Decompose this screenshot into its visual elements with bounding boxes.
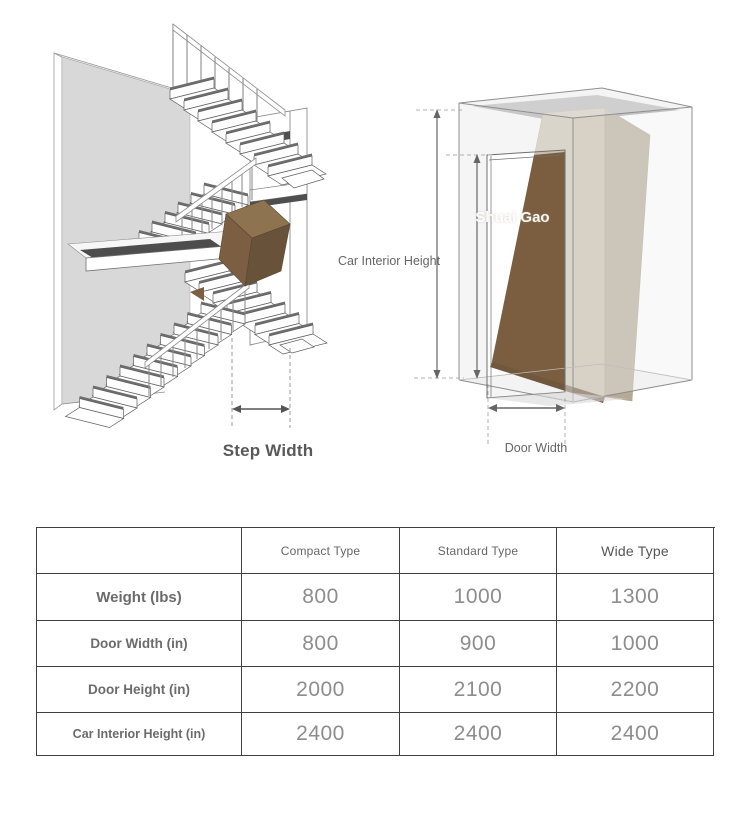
table-cell: 1000 xyxy=(400,574,557,621)
table-cell: 900 xyxy=(400,621,557,667)
door-width-label: Door Width xyxy=(504,441,568,455)
table-cell: 800 xyxy=(242,621,400,667)
table-cell: 2400 xyxy=(400,713,557,756)
column-header-standard: Standard Type xyxy=(400,528,557,574)
table-cell: 2200 xyxy=(557,667,714,713)
elevator-illustration xyxy=(400,0,750,470)
car-height-dimension xyxy=(414,109,464,379)
table-cell: 2000 xyxy=(242,667,400,713)
table-cell: 1300 xyxy=(557,574,714,621)
column-header-compact: Compact Type xyxy=(242,528,400,574)
table-cell: 2400 xyxy=(557,713,714,756)
row-label-door-height: Door Height (in) xyxy=(37,667,242,713)
table-cell: 800 xyxy=(242,574,400,621)
column-header-wide: Wide Type xyxy=(557,528,714,574)
row-label-door-width: Door Width (in) xyxy=(37,621,242,667)
table-cell: 2100 xyxy=(400,667,557,713)
spec-table xyxy=(36,527,715,756)
car-interior-height-label: Car Interior Height xyxy=(337,254,441,268)
watermark-text: Shuai Gao xyxy=(475,209,550,226)
row-label-car-interior-height: Car Interior Height (in) xyxy=(37,713,242,756)
table-cell: 2400 xyxy=(242,713,400,756)
staircase-illustration xyxy=(40,0,380,470)
column-header-empty xyxy=(37,528,242,574)
row-label-weight: Weight (lbs) xyxy=(37,574,242,621)
step-width-label: Step Width xyxy=(222,441,314,460)
table-cell: 1000 xyxy=(557,621,714,667)
